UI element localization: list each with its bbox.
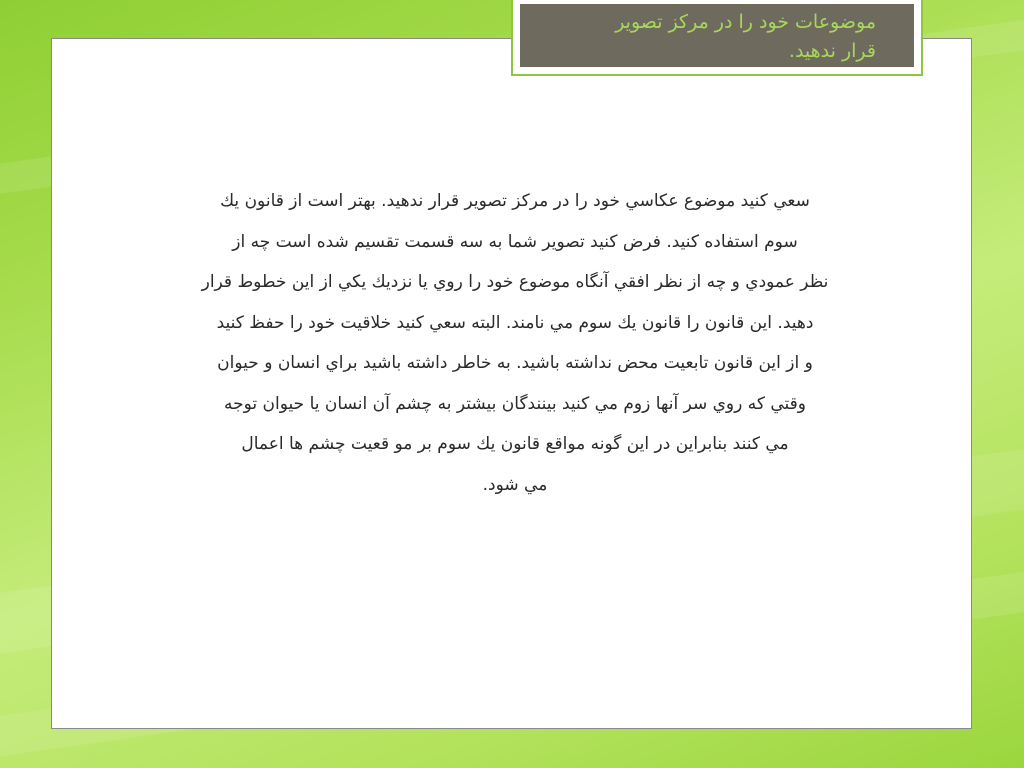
body-line: وقتي كه روي سر آنها زوم مي كنيد بينندگان بيشتر به چشم آن انسان يا حيوان توجه <box>224 393 806 414</box>
slide-content-panel <box>51 38 972 729</box>
body-line: مي كنند بنابراين در اين گونه مواقع قانون يك سوم بر مو قعيت چشم ها اعمال <box>241 434 789 454</box>
slide-title <box>520 4 914 67</box>
body-line: سعي كنيد موضوع عكاسي خود را در مركز تصوير قرار ندهيد. بهتر است از قانون يك <box>220 191 810 211</box>
body-line: نظر عمودي و چه از نظر افقي آنگاه موضوع خود را روي يا نزديك يكي از اين خطوط قرار <box>201 272 829 292</box>
body-line: دهيد. اين قانون را قانون يك سوم مي نامند. البته سعي كنيد خلاقيت خود را حفظ كنيد <box>216 312 814 333</box>
body-line: سوم استفاده كنيد. فرض كنيد تصوير شما به سه قسمت تقسيم شده است چه از <box>232 231 798 252</box>
slide-title-frame <box>511 0 923 76</box>
body-line: مي شود. <box>482 474 548 495</box>
title-line: موضوعات خود را در مرکز تصویر <box>615 11 876 33</box>
title-line: قرار ندهید. <box>788 40 876 62</box>
body-line: و از اين قانون تابعيت محض نداشته باشيد. به خاطر داشته باشيد براي انسان و حيوان <box>217 353 813 373</box>
slide-body-text <box>111 181 919 505</box>
